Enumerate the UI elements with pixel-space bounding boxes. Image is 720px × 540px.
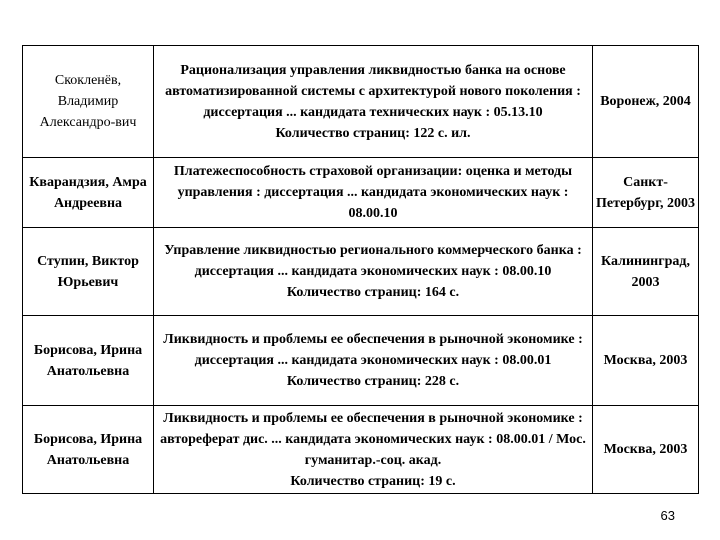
author-cell <box>23 46 154 158</box>
author-cell <box>23 316 154 406</box>
place-year: Санкт-Петербург, 2003 <box>595 174 695 211</box>
title-cell <box>154 406 593 494</box>
author-cell <box>23 406 154 494</box>
page-count: Количество страниц: 164 с. <box>286 285 460 300</box>
author-name: Скокленёв, Владимир Александро-вич <box>39 73 137 130</box>
work-title: Рационализация управления ликвидностью банка на основе автоматизированной системы с архитектурой нового поколения : диссертация ... кандидата технических наук : 05.13.10 <box>165 62 581 120</box>
work-title: Платежеспособность страховой организации: оценка и методы управления : диссертация ... кандидата экономических наук : 08.00.10 <box>173 164 573 221</box>
place-year-cell <box>593 158 699 228</box>
work-title: Ликвидность и проблемы ее обеспечения в рыночной экономике : диссертация ... кандидата экономических наук : 08.00.01 <box>163 332 583 368</box>
place-year-cell <box>593 316 699 406</box>
author-cell <box>23 158 154 228</box>
place-year: Воронеж, 2004 <box>600 94 691 109</box>
place-year-cell <box>593 228 699 316</box>
place-year: Москва, 2003 <box>603 442 688 457</box>
work-title: Управление ликвидностью регионального коммерческого банка : диссертация ... кандидата экономических наук : 08.00.10 <box>164 243 582 279</box>
work-title: Ликвидность и проблемы ее обеспечения в рыночной экономике : автореферат дис. ... кандидата экономических наук : 08.00.01 / Мос. гуманитар.-соц. акад. <box>160 410 586 468</box>
author-name: Борисова, Ирина Анатольевна <box>33 431 143 468</box>
table-row <box>23 158 699 228</box>
author-cell <box>23 228 154 316</box>
table-row <box>23 228 699 316</box>
place-year-cell <box>593 406 699 494</box>
author-name: Кварандзия, Амра Андреевна <box>29 174 147 211</box>
page-count: Количество страниц: 122 с. ил. <box>275 125 471 141</box>
table-row <box>23 316 699 406</box>
place-year: Москва, 2003 <box>603 353 688 368</box>
place-year: Калининград, 2003 <box>601 253 690 290</box>
page-number: 63 <box>660 508 675 523</box>
title-cell <box>154 316 593 406</box>
title-cell <box>154 228 593 316</box>
author-name: Борисова, Ирина Анатольевна <box>33 342 143 379</box>
place-year-cell <box>593 46 699 158</box>
page-count: Количество страниц: 228 с. <box>286 374 460 389</box>
title-cell <box>154 158 593 228</box>
title-cell <box>154 46 593 158</box>
author-name: Ступин, Виктор Юрьевич <box>37 253 139 290</box>
table-row <box>23 46 699 158</box>
page-count: Количество страниц: 19 с. <box>290 473 456 489</box>
table-row <box>23 406 699 494</box>
bibliography-table <box>22 45 699 494</box>
